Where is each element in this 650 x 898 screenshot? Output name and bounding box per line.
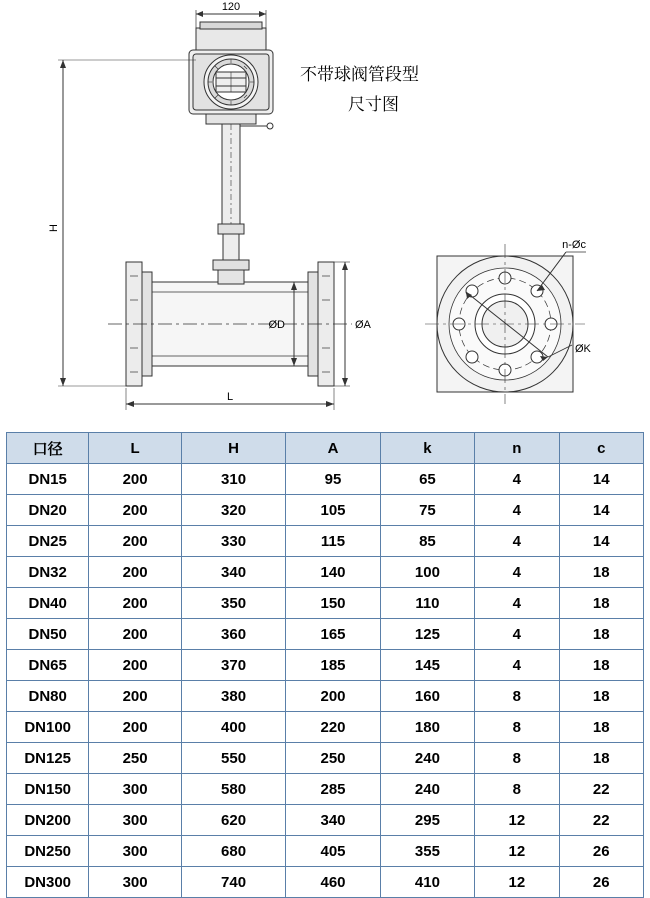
table-row [7,464,644,495]
cell-h: 330 [181,526,285,557]
cell-c: 22 [559,774,643,805]
cell-a: 250 [286,743,380,774]
cell-l: 200 [89,557,181,588]
cell-k: 240 [380,743,474,774]
table-row [7,557,644,588]
cell-diameter: DN80 [7,681,89,712]
column-header-c: c [559,433,643,464]
table-row [7,619,644,650]
cell-c: 18 [559,681,643,712]
column-header-l: L [89,433,181,464]
cell-a: 115 [286,526,380,557]
cell-n: 8 [475,681,559,712]
label-diameter-d: ØD [268,319,285,331]
cell-c: 14 [559,526,643,557]
cell-c: 18 [559,650,643,681]
column-header-k: k [380,433,474,464]
cell-l: 200 [89,588,181,619]
cell-n: 4 [475,464,559,495]
cell-n: 4 [475,526,559,557]
cell-diameter: DN65 [7,650,89,681]
cell-a: 340 [286,805,380,836]
cell-n: 4 [475,588,559,619]
cell-a: 150 [286,588,380,619]
cell-n: 8 [475,743,559,774]
cell-l: 200 [89,464,181,495]
diagram-title-line1: 不带球阀管段型 [300,65,419,85]
cell-h: 310 [181,464,285,495]
cell-h: 740 [181,867,285,898]
cell-l: 300 [89,836,181,867]
table-row [7,867,644,898]
cell-h: 350 [181,588,285,619]
cell-n: 4 [475,619,559,650]
cell-n: 12 [475,805,559,836]
cell-a: 185 [286,650,380,681]
cell-k: 240 [380,774,474,805]
cell-k: 160 [380,681,474,712]
cell-l: 200 [89,619,181,650]
cell-diameter: DN15 [7,464,89,495]
cell-a: 460 [286,867,380,898]
cell-diameter: DN100 [7,712,89,743]
cell-a: 285 [286,774,380,805]
table-row [7,681,644,712]
cell-l: 300 [89,805,181,836]
cell-n: 4 [475,495,559,526]
cell-h: 680 [181,836,285,867]
column-header-a: A [286,433,380,464]
cell-diameter: DN125 [7,743,89,774]
cell-c: 18 [559,712,643,743]
cell-diameter: DN150 [7,774,89,805]
cell-k: 145 [380,650,474,681]
label-flange-holes: n-Øc [562,239,586,251]
cell-n: 4 [475,650,559,681]
cell-c: 14 [559,495,643,526]
cell-k: 410 [380,867,474,898]
cell-a: 105 [286,495,380,526]
cell-h: 370 [181,650,285,681]
cell-k: 65 [380,464,474,495]
flange-end-view [425,244,586,404]
cell-c: 26 [559,836,643,867]
cell-l: 200 [89,712,181,743]
cell-diameter: DN300 [7,867,89,898]
table-row [7,743,644,774]
cell-c: 18 [559,743,643,774]
table-row [7,588,644,619]
specification-table-wrapper [6,432,644,898]
cell-l: 300 [89,867,181,898]
cell-a: 220 [286,712,380,743]
cell-k: 125 [380,619,474,650]
cell-h: 550 [181,743,285,774]
cell-l: 200 [89,495,181,526]
sensor-stem [213,123,273,270]
cell-h: 580 [181,774,285,805]
cell-h: 380 [181,681,285,712]
table-row [7,650,644,681]
table-row [7,836,644,867]
cell-a: 140 [286,557,380,588]
cell-c: 14 [559,464,643,495]
cell-k: 110 [380,588,474,619]
cell-a: 165 [286,619,380,650]
cell-h: 360 [181,619,285,650]
cell-h: 340 [181,557,285,588]
label-diameter-a: ØA [355,319,371,331]
cell-diameter: DN250 [7,836,89,867]
cell-l: 300 [89,774,181,805]
label-top-width: 120 [221,1,241,13]
table-header-row [7,433,644,464]
cell-k: 180 [380,712,474,743]
label-bolt-circle: ØK [575,343,591,355]
column-header-n: n [475,433,559,464]
cell-a: 200 [286,681,380,712]
column-header-h: H [181,433,285,464]
cell-h: 320 [181,495,285,526]
cell-n: 4 [475,557,559,588]
cell-n: 8 [475,774,559,805]
cell-k: 355 [380,836,474,867]
pipe-body-front-view [108,262,352,386]
transmitter-housing [189,22,273,124]
table-row [7,495,644,526]
cell-k: 100 [380,557,474,588]
cell-diameter: DN200 [7,805,89,836]
dimension-drawing [0,0,650,430]
cell-l: 200 [89,650,181,681]
cell-n: 12 [475,836,559,867]
cell-a: 95 [286,464,380,495]
cell-k: 75 [380,495,474,526]
table-row [7,526,644,557]
cell-c: 22 [559,805,643,836]
cell-n: 8 [475,712,559,743]
cell-l: 200 [89,681,181,712]
cell-a: 405 [286,836,380,867]
cell-c: 18 [559,557,643,588]
cell-diameter: DN50 [7,619,89,650]
specification-table [6,432,644,898]
cell-l: 250 [89,743,181,774]
table-row [7,805,644,836]
label-height-h: H [48,224,60,232]
cell-diameter: DN32 [7,557,89,588]
cell-c: 18 [559,619,643,650]
cell-h: 620 [181,805,285,836]
cell-k: 295 [380,805,474,836]
diagram-title-line2: 尺寸图 [348,95,399,115]
cell-c: 18 [559,588,643,619]
table-row [7,774,644,805]
column-header-diameter: 口径 [7,433,89,464]
cell-k: 85 [380,526,474,557]
cell-diameter: DN25 [7,526,89,557]
label-length-l: L [226,391,234,403]
cell-n: 12 [475,867,559,898]
cell-diameter: DN20 [7,495,89,526]
cell-c: 26 [559,867,643,898]
table-row [7,712,644,743]
cell-l: 200 [89,526,181,557]
cell-diameter: DN40 [7,588,89,619]
cell-h: 400 [181,712,285,743]
